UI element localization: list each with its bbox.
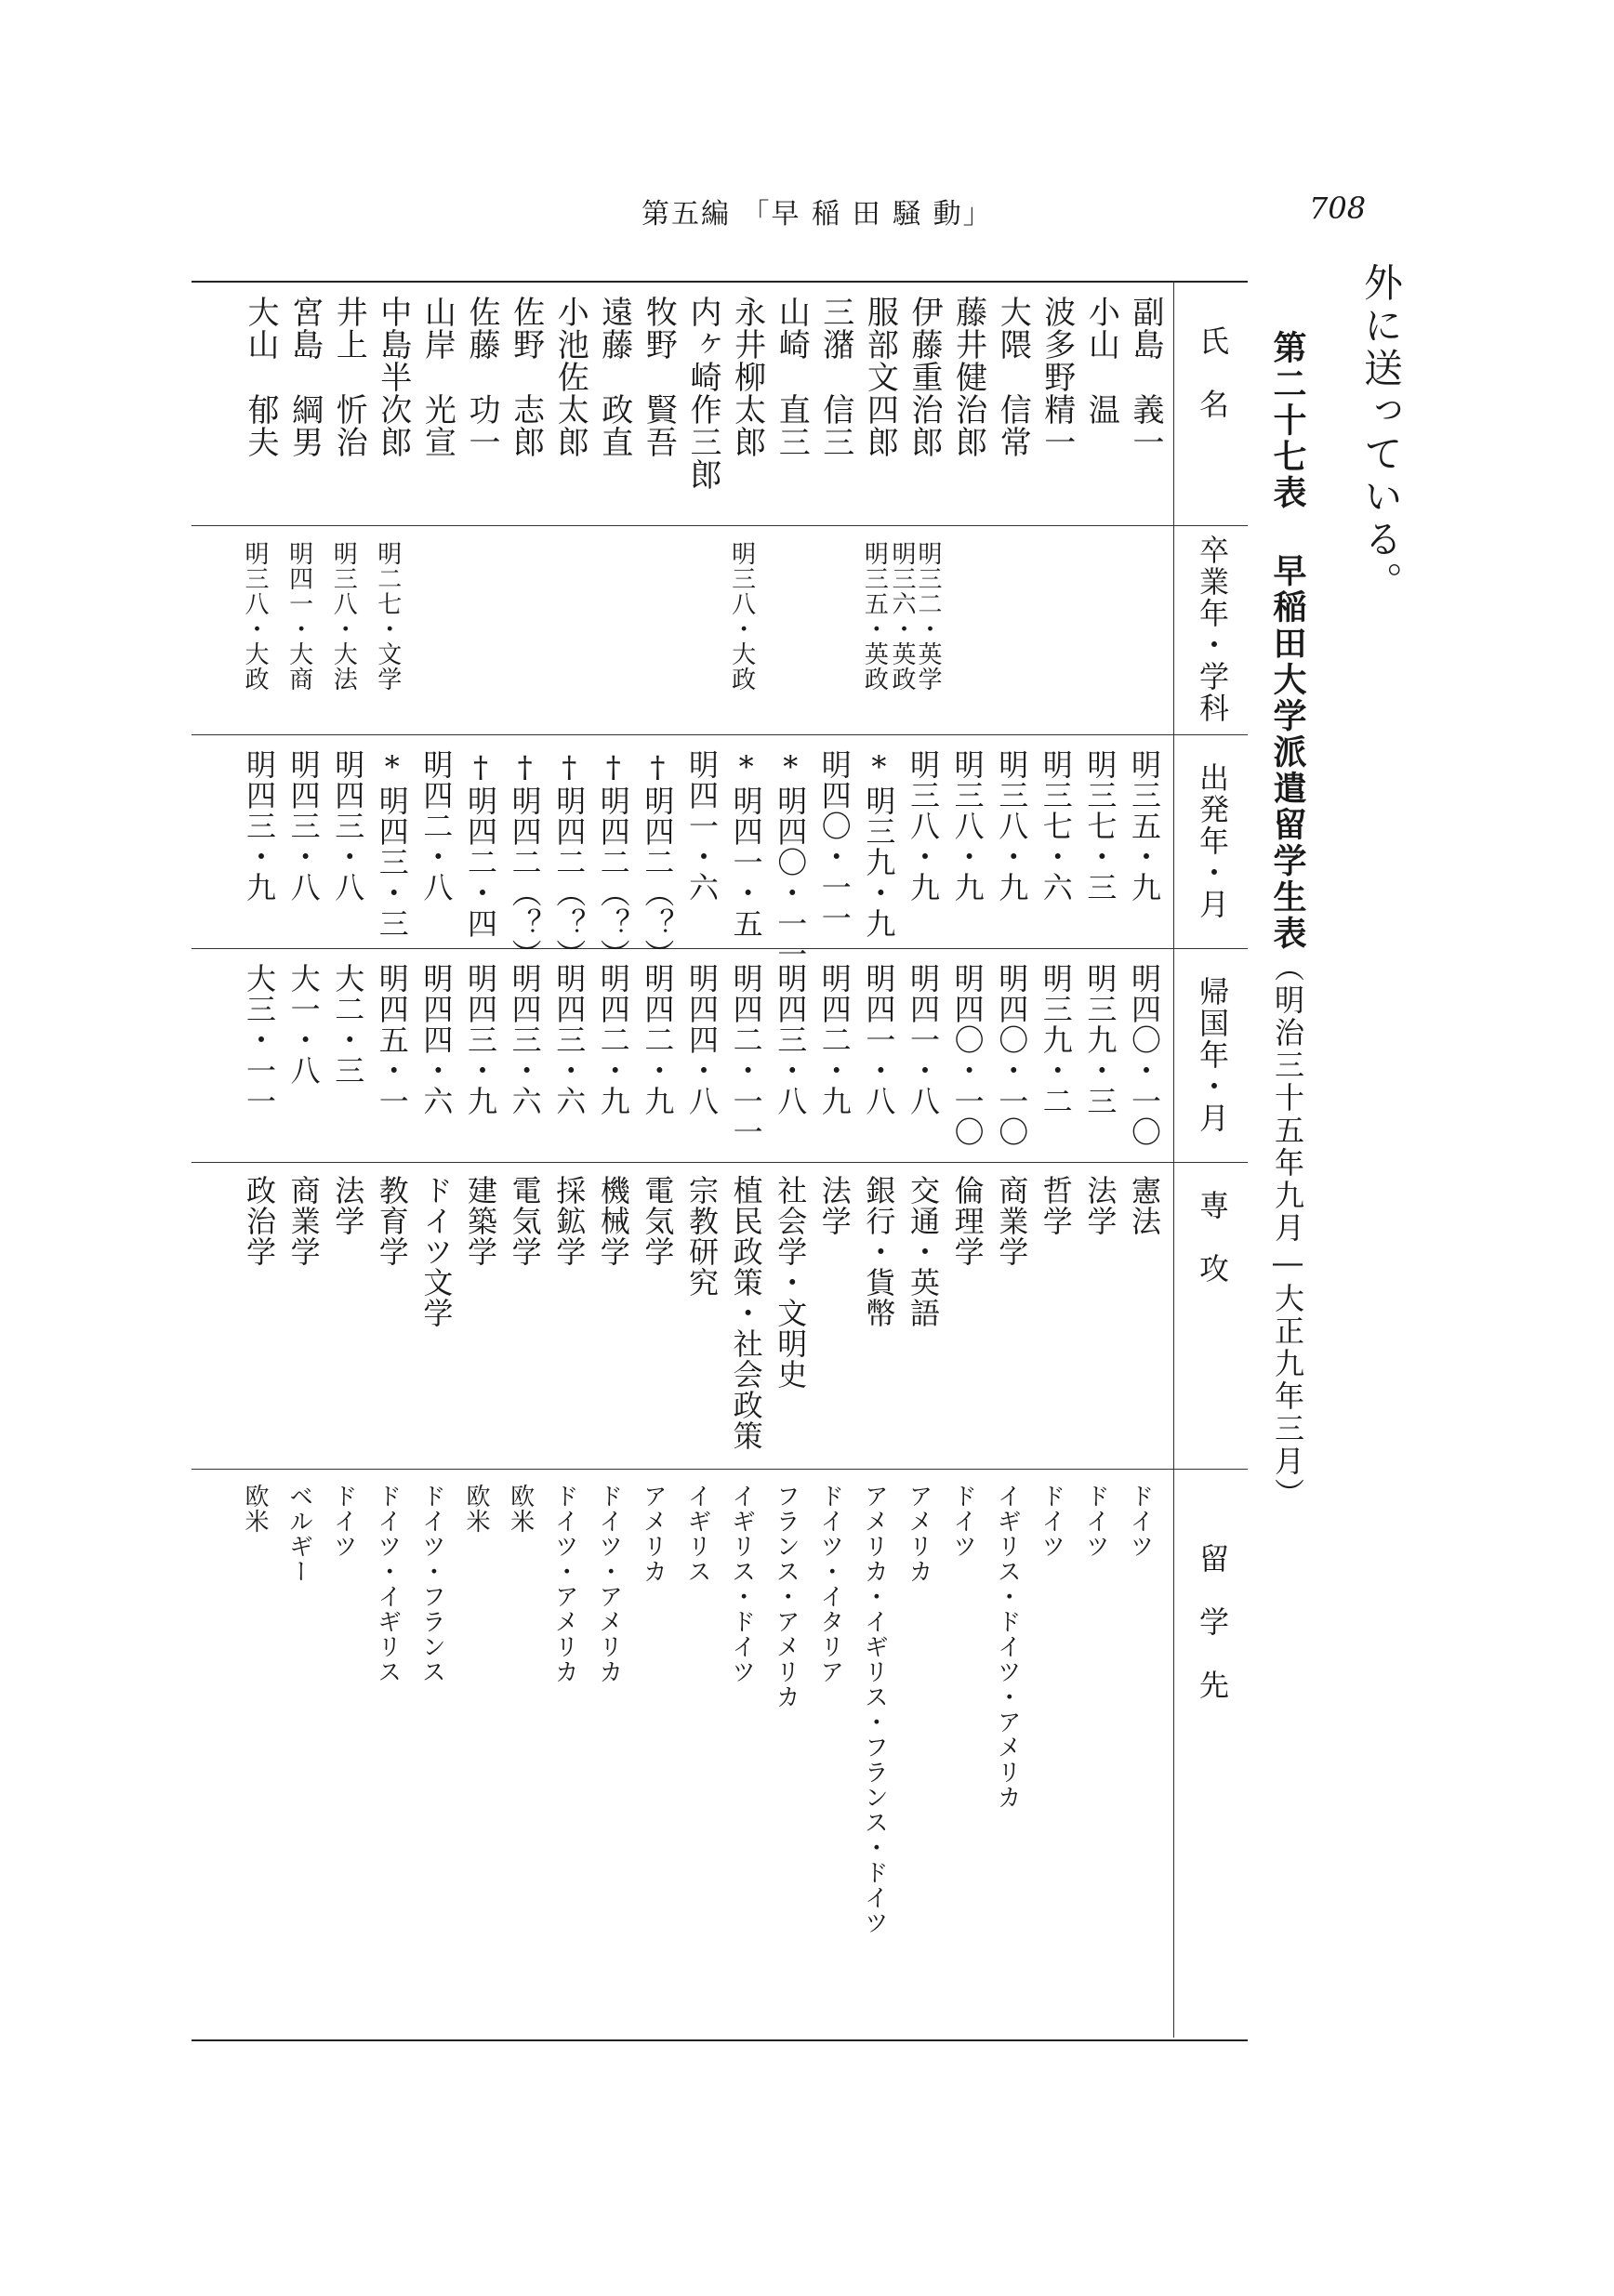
graduation-cell: 明三八・大法 [329, 541, 358, 692]
return-cell: 明四二・一一 [728, 963, 764, 1147]
departure-cell: 明三七・三 [1082, 749, 1118, 903]
destination-cell: アメリカ・イギリス・フランス・ドイツ [860, 1484, 889, 1935]
destination-cell: ドイツ [1126, 1484, 1154, 1559]
major-cell: 政治学 [242, 1175, 277, 1267]
destination-cell: ドイツ・アメリカ [594, 1484, 623, 1684]
return-cell: 明三九・二 [1038, 963, 1074, 1116]
major-cell: 電気学 [640, 1175, 676, 1267]
rule-name-grad [192, 525, 1248, 526]
destination-cell: イギリス・ドイツ・アメリカ [993, 1484, 1022, 1810]
departure-cell: 明四三・九 [242, 749, 277, 903]
name-cell: 中島半次郎 [374, 296, 412, 458]
major-cell: 宗教研究 [684, 1175, 720, 1298]
graduation-cell: 明三八・大政 [727, 541, 756, 692]
return-cell: 明四〇・一〇 [949, 963, 986, 1147]
major-cell: 採鉱学 [551, 1175, 588, 1267]
major-cell: 法学 [1082, 1175, 1118, 1236]
destination-cell: ドイツ [1081, 1484, 1110, 1559]
departure-cell: 明四三・八 [285, 749, 322, 903]
departure-cell: 明四二・八 [418, 749, 455, 903]
name-cell: 藤井健治郎 [949, 296, 987, 458]
running-header: 第五編 「早 稲 田 騒 動」 [642, 198, 993, 231]
header-departure: 出発年・月 [1195, 762, 1230, 920]
departure-cell: †明四二（？） [507, 749, 543, 970]
rule-depart-return [192, 948, 1248, 949]
destination-cell: ドイツ [329, 1484, 358, 1559]
return-cell: 明三九・三 [1082, 963, 1118, 1116]
major-cell: 法学 [330, 1175, 366, 1236]
destination-cell: アメリカ [905, 1484, 933, 1584]
name-cell: 服部文四郎 [861, 296, 899, 458]
destination-cell: 欧米 [462, 1484, 490, 1534]
departure-cell: *明三九・九 [861, 749, 897, 939]
departure-cell: †明四二（？） [640, 749, 676, 970]
rule-header-column [1173, 281, 1174, 2038]
major-cell: 銀行・貨幣 [861, 1175, 897, 1328]
major-cell: 機械学 [595, 1175, 631, 1267]
departure-cell: †明四二・四 [463, 749, 498, 939]
departure-cell: 明四〇・一一 [816, 749, 853, 933]
graduation-cell: 明三二・英学 明三六・英政 [888, 541, 942, 692]
name-cell: 三潴 信三 [816, 296, 854, 458]
return-cell: 明四三・六 [507, 963, 543, 1116]
departure-cell: 明四三・八 [330, 749, 366, 903]
name-cell: 永井柳太郎 [728, 296, 766, 458]
destination-cell: ドイツ・イギリス [373, 1484, 402, 1684]
graduation-cell: 明三八・大政 [241, 541, 269, 692]
return-cell: 大三・一一 [242, 963, 277, 1116]
name-cell: 大山 郁夫 [242, 296, 279, 458]
major-cell: 交通・英語 [906, 1175, 941, 1328]
return-cell: 明四四・八 [684, 963, 720, 1116]
name-cell: 井上 忻治 [330, 296, 368, 458]
return-cell: 明四一・八 [861, 963, 897, 1116]
departure-cell: 明三五・九 [1127, 749, 1162, 903]
graduation-cell: 明三五・英政 [860, 541, 889, 692]
page-number: 708 [1309, 191, 1367, 226]
name-cell: 内ヶ崎作三郎 [684, 296, 721, 491]
name-cell: 波多野精一 [1038, 296, 1076, 458]
graduation-cell: 明二七・文学 [373, 541, 402, 692]
table-title-main: 第二十七表 早稲田大学派遣留学生表 [1268, 330, 1307, 952]
destination-cell: ドイツ・フランス [417, 1484, 446, 1684]
header-return: 帰国年・月 [1195, 976, 1230, 1134]
major-cell: 商業学 [285, 1175, 322, 1267]
departure-cell: 明四一・六 [684, 749, 720, 903]
body-text: 外に送っている。 [1358, 262, 1404, 604]
departure-cell: †明四二（？） [595, 749, 631, 970]
table-subtitle: （明治三十五年九月―大正九年三月） [1270, 952, 1305, 1511]
return-cell: 明四二・九 [640, 963, 676, 1116]
return-cell: 大一・八 [285, 963, 322, 1086]
departure-cell: 明三八・九 [994, 749, 1030, 903]
table-title [1264, 330, 1312, 1511]
header-destination: 留 学 先 [1195, 1543, 1230, 1701]
return-cell: 明四五・一 [374, 963, 410, 1116]
name-cell: 遠藤 政直 [595, 296, 633, 458]
destination-cell: ドイツ [1037, 1484, 1065, 1559]
destination-cell: アメリカ [639, 1484, 668, 1584]
major-cell: 教育学 [374, 1175, 410, 1267]
name-cell: 伊藤重治郎 [906, 296, 943, 458]
major-cell: 電気学 [507, 1175, 543, 1267]
destination-cell: フランス・アメリカ [772, 1484, 800, 1709]
departure-cell: 明三八・九 [906, 749, 941, 903]
return-cell: 明四三・九 [463, 963, 498, 1116]
destination-cell: イギリス [683, 1484, 711, 1584]
name-cell: 宮島 綱男 [285, 296, 324, 458]
major-cell: 建築学 [463, 1175, 498, 1267]
destination-cell: ドイツ [948, 1484, 977, 1559]
return-cell: 明四四・六 [418, 963, 455, 1116]
destination-cell: イギリス・ドイツ [727, 1484, 756, 1684]
major-cell: 憲法 [1127, 1175, 1162, 1236]
departure-cell: *明四一・五 [728, 749, 764, 939]
return-cell: 明四三・八 [773, 963, 809, 1116]
major-cell: 商業学 [994, 1175, 1030, 1267]
departure-cell: 明三八・九 [949, 749, 986, 903]
header-major: 専 攻 [1195, 1190, 1230, 1285]
rule-major-dest [192, 1469, 1248, 1470]
name-cell: 山崎 直三 [773, 296, 811, 458]
return-cell: 明四〇・一〇 [1127, 963, 1162, 1147]
header-graduation: 卒業年・学科 [1195, 534, 1230, 724]
destination-cell: 欧米 [241, 1484, 269, 1534]
major-cell: 法学 [816, 1175, 853, 1236]
name-cell: 小池佐太郎 [551, 296, 589, 458]
major-cell: 社会学・文明史 [773, 1175, 809, 1390]
major-cell: ドイツ文学 [418, 1175, 455, 1328]
destination-cell: 欧米 [506, 1484, 535, 1534]
return-cell: 明四二・九 [816, 963, 853, 1116]
name-cell: 小山 温 [1082, 296, 1120, 426]
name-cell: 牧野 賢吾 [640, 296, 678, 458]
return-cell: 大二・三 [330, 963, 366, 1086]
header-name: 氏 名 [1195, 325, 1230, 420]
return-cell: 明四〇・一〇 [994, 963, 1030, 1147]
return-cell: 明四一・八 [906, 963, 941, 1116]
departure-cell: †明四二（？） [551, 749, 588, 970]
graduation-cell: 明四一・大商 [284, 541, 313, 692]
destination-cell: ドイツ・イタリア [815, 1484, 844, 1684]
name-cell: 佐野 志郎 [507, 296, 545, 458]
rule-grad-depart [192, 734, 1248, 735]
name-cell: 大隈 信常 [994, 296, 1032, 458]
major-cell: 哲学 [1038, 1175, 1074, 1236]
departure-cell: *明四三・三 [374, 749, 410, 939]
destination-cell: ドイツ・アメリカ [550, 1484, 579, 1684]
name-cell: 山岸 光宣 [418, 296, 456, 458]
rule-return-major [192, 1162, 1248, 1163]
return-cell: 明四二・九 [595, 963, 631, 1116]
name-cell: 佐藤 功一 [463, 296, 500, 458]
departure-cell: *明四〇・一一 [773, 749, 809, 970]
return-cell: 明四三・六 [551, 963, 588, 1116]
name-cell: 副島 義一 [1127, 296, 1164, 458]
destination-cell: ベルギー [284, 1484, 313, 1584]
major-cell: 植民政策・社会政策 [728, 1175, 764, 1451]
departure-cell: 明三七・六 [1038, 749, 1074, 903]
major-cell: 倫理学 [949, 1175, 986, 1267]
